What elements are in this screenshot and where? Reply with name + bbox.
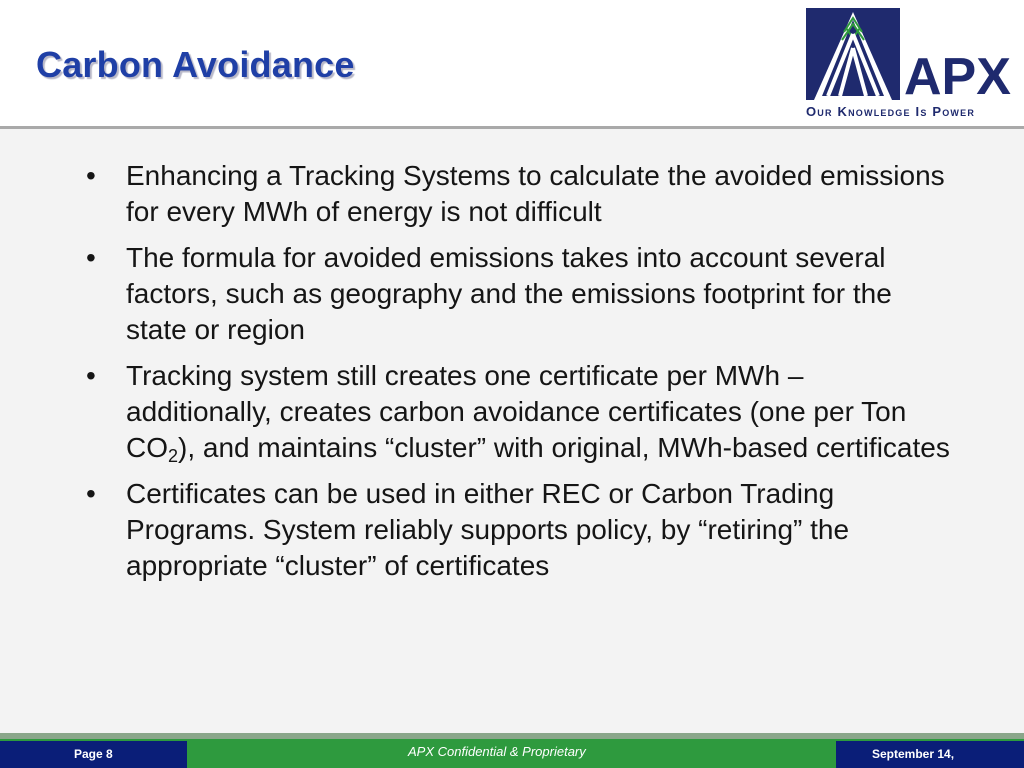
bullet-dot-icon: • (86, 478, 96, 509)
footer-date: September 14, (872, 747, 955, 761)
bullet-item (80, 240, 950, 348)
apx-logo-mark-icon (806, 8, 1016, 104)
page-number: Page 8 (74, 747, 113, 761)
bullet-dot-icon: • (86, 160, 96, 191)
bullet-text: Enhancing a Tracking Systems to calculate the avoided emissions for every MWh of energy is not difficult (126, 160, 945, 227)
header-divider (0, 126, 1024, 129)
logo-text: APX (904, 48, 1011, 104)
bullet-list (80, 158, 950, 584)
slide-title: Carbon Avoidance (36, 44, 355, 85)
slide-content (80, 158, 950, 594)
slide-footer (0, 733, 1024, 768)
subscript-2: 2 (168, 446, 179, 466)
bullet-text: Certificates can be used in either REC or Carbon Trading Programs. System reliably supports policy, by “retiring” the appropriate “cluster” of certificates (126, 478, 850, 581)
confidential-notice: APX Confidential & Proprietary (408, 744, 586, 759)
bullet-item (80, 476, 950, 584)
logo-tagline: Our Knowledge Is Power (806, 104, 976, 119)
bullet-dot-icon: • (86, 242, 96, 273)
bullet-item (80, 358, 950, 466)
bullet-text-pre: Tracking system still creates one certificate per MWh – additionally, creates carbon avoidance certificates (one per Ton CO (126, 360, 907, 463)
bullet-text-post: ), and maintains “cluster” with original, MWh-based certificates (178, 432, 950, 463)
bullet-text: The formula for avoided emissions takes into account several factors, such as geography and the emissions footprint for the state or region (126, 242, 892, 345)
bullet-item (80, 158, 950, 230)
bullet-dot-icon: • (86, 360, 96, 391)
